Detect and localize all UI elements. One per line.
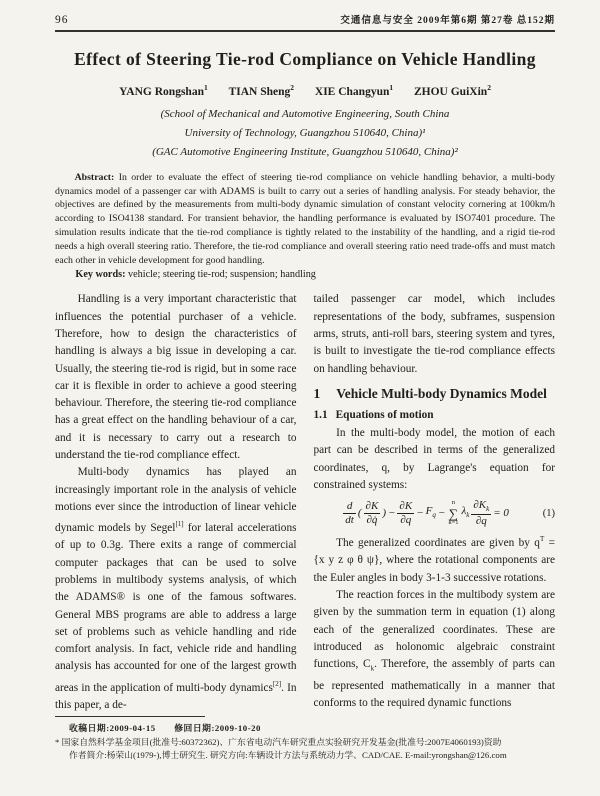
paragraph: Handling is a very important characteristic that influences the potential purchaser of a vehicle. Therefore, how to design the characteristics of handling is always a big issue in developing a car. Usually, the steering tie-rod is rigid, but in some race car it is flexible in order to achieve a good steering behaviour. Therefore, the steering tie-rod compliance has a great effect on the handling behaviour of a car, and it is necessary to carry out a research to understand the tie-rod compliance effect. — [55, 293, 297, 462]
body-columns — [55, 291, 555, 711]
paper-title: Effect of Steering Tie-rod Compliance on Vehicle Handling — [74, 49, 536, 69]
running-header — [55, 12, 555, 26]
section-heading-1: 1 Vehicle Multi-body Dynamics Model — [313, 385, 547, 401]
superscript-T: T — [539, 535, 545, 544]
page-number: 96 — [55, 14, 69, 26]
fraction-dK-dqdot: $\frac{\partial K}{\partial q̇}$ — [365, 500, 379, 526]
paragraph: Multi-body dynamics has played an increasingly important role in the analysis of vehicle motions ever since the introduction of linear vehicle dynamic models by Segel[1] for lateral accelerations of up to 0.3g. There exits a range of commercial computer packages that can be used to solve problems in multibody systems analysis, of which the ADAMS® is one of the famous softwares. General MBS programs are able to address a large set of problems such as vehicle handling and ride comfort analysis. In fact, vehicle ride and handling analysis has accounted for one of the largest growth areas in the application of multi-body dynamics[2]. In this paper, a de- — [55, 466, 297, 711]
journal-issue-line: 交通信息与安全 2009年第6期 第27卷 总152期 — [340, 16, 555, 26]
received-dates: 收稿日期:2009-04-15 修回日期:2009-10-20 — [69, 723, 261, 734]
right-column — [314, 291, 556, 711]
citation-mark: [2] — [272, 679, 282, 688]
force-term: $F_q$ — [425, 504, 436, 519]
author: ZHOU GuiXin$^2$ — [414, 83, 491, 98]
left-column — [55, 291, 297, 711]
affiliations — [55, 105, 555, 162]
paragraph: The reaction forces in the multibody system are given by the summation term in equation (1) along each of the generalized coordinates. These are introduced as holonomic algebraic constraint functions, $C_k$. Therefore, the assembly of parts can be represented mathematically in a manner that conforms to the required dynamic functions — [313, 588, 555, 709]
paragraph: In the multi-body model, the motion of each part can be described in terms of the generalized coordinates, q, by Lagrange's equation for constrained systems: — [313, 427, 555, 492]
author-bio-note: 作者简介:杨荣山(1979-),博士研究生. 研究方向:车辆设计方法与系统动力学、CAD/CAE. E-mail:yrongshan@126.com — [69, 750, 507, 761]
equation-number: (1) — [542, 507, 555, 519]
affiliation-line: University of Technology, Guangzhou 510640, China)¹ — [184, 126, 426, 139]
header-rule — [55, 30, 555, 32]
keywords-label: Key words: — [75, 269, 126, 281]
author: TIAN Sheng$^2$ — [228, 83, 295, 98]
equation-1: $\frac{d}{dt}$ ( $\frac{\partial K}{\partial q̇}$ ) − $\frac{\partial K}{\partial q}$ − $F_q$ − n ∑ k=1 $\lambda_k$ $\frac{\partial K_k}{\partial q}$ = 0 (1) — [345, 499, 555, 527]
lambda-term: $\lambda_k$ — [461, 504, 470, 519]
affiliation-line: (GAC Automotive Engineering Institute, Guangzhou 510640, China)² — [152, 145, 458, 158]
authors-line — [55, 83, 555, 98]
fraction-dKk-dq: $\frac{\partial K_k}{\partial q}$ — [473, 499, 490, 527]
abstract-label: Abstract: — [74, 171, 115, 183]
paragraph: The generalized coordinates are given by $q^T = \{x$ y z φ θ ψ}, where the rotational components are the Euler angles in body 3-1-3 successive rotations. — [313, 535, 555, 584]
paragraph: tailed passenger car model, which includes representations of the body, subframes, suspension arms, struts, anti-roll bars, steering system and tyres, is built to investigate the tie-rod compliance effects on handling behaviour. — [313, 293, 555, 375]
author: XIE Changyun$^1$ — [314, 83, 394, 98]
author: YANG Rongshan$^1$ — [119, 83, 208, 98]
affiliation-line: (School of Mechanical and Automotive Engineering, South China — [160, 107, 450, 120]
section-heading-1-1: 1.1 Equations of motion — [313, 408, 434, 421]
subscript-k: k — [370, 664, 375, 673]
citation-mark: [1] — [175, 520, 184, 529]
footnote-rule — [55, 716, 205, 717]
abstract — [55, 171, 555, 268]
footnote-block — [55, 716, 555, 763]
keywords — [55, 269, 555, 280]
keywords-text: vehicle; steering tie-rod; suspension; handling — [128, 269, 316, 281]
fraction-d-dt: $\frac{d}{dt}$ — [345, 500, 354, 526]
abstract-text: In order to evaluate the effect of steering tie-rod compliance on vehicle handling behavior, a multi-body dynamics model of a passenger car with ADAMS is built to carry out a series of handling analysis. For steady behavior, the objectives are defined by the measurements from multi-body dynamic simulation of constant velocity cornering at 100km/h according to ISO4138 standard. For transient behavior, the handling performance is evaluated by ISO7401 procedure. The simulation results indicate that the tie-rod compliance is tightly related to the instability of the handling, and a rigid tie-rod needs a high overall steering ratio. Therefore, the tie-rod compliance and overall steering ratio need trade-offs and must match each other in vehicle development for good handling. — [55, 171, 555, 266]
fraction-dK-dq: $\frac{\partial K}{\partial q}$ — [399, 500, 413, 526]
funding-note: * 国家自然科学基金项目(批准号:60372362)、广东省电动汽车研究重点实验研究开发基金(批准号:2007E4060193)资助 — [55, 736, 502, 747]
summation-symbol: n ∑ k=1 — [448, 499, 459, 526]
